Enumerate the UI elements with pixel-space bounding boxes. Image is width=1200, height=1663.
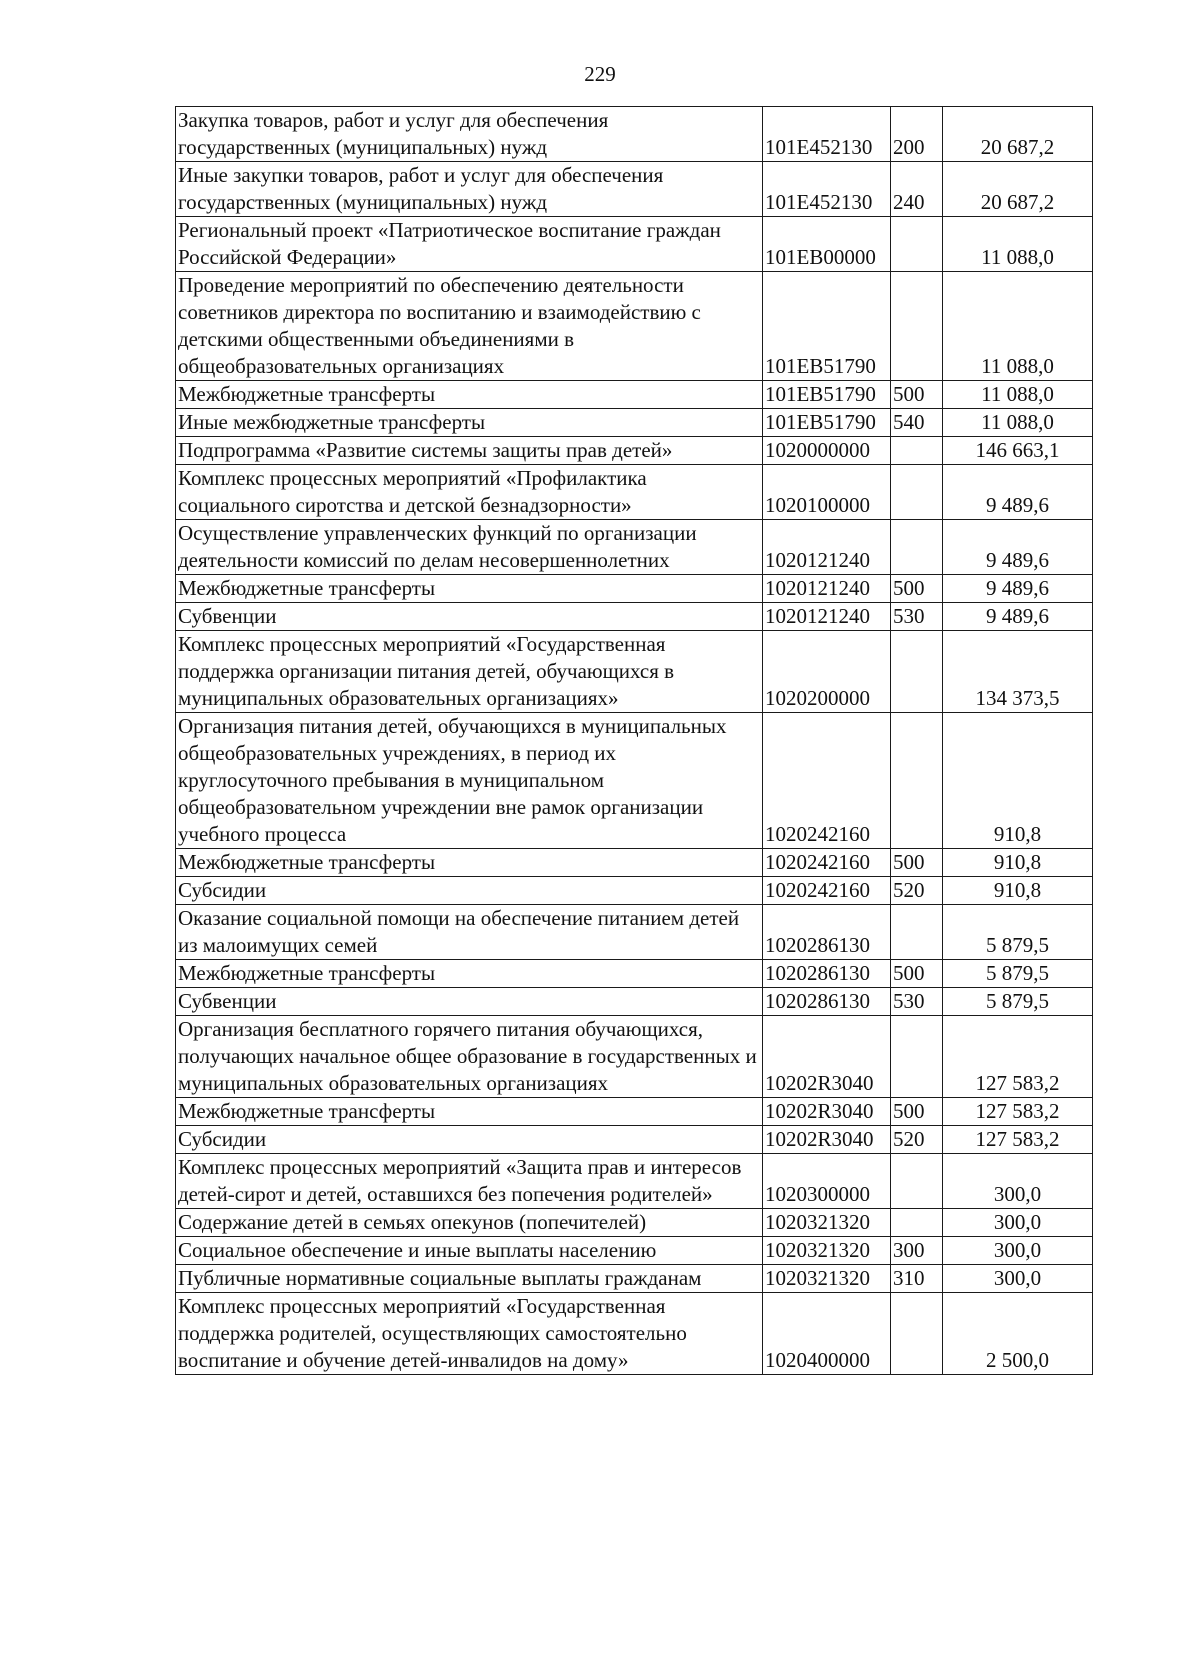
row-type-cell: 530: [891, 603, 943, 631]
row-type-cell: 500: [891, 575, 943, 603]
row-name-cell: Иные закупки товаров, работ и услуг для обеспечения государственных (муниципальных) нужд: [176, 162, 763, 217]
table-row: [176, 1126, 1093, 1154]
row-code-cell: 1020286130: [763, 905, 891, 960]
row-code-cell: 101E452130: [763, 107, 891, 162]
row-name-cell: Субсидии: [176, 877, 763, 905]
row-type-cell: [891, 217, 943, 272]
row-name-cell: Проведение мероприятий по обеспечению деятельности советников директора по воспитанию и взаимодействию с детскими общественными объединениями в общеобразовательных организациях: [176, 272, 763, 381]
row-name-cell: Осуществление управленческих функций по организации деятельности комиссий по делам несовершеннолетних: [176, 520, 763, 575]
row-code-cell: 1020000000: [763, 437, 891, 465]
table-row: [176, 409, 1093, 437]
table-row: [176, 849, 1093, 877]
row-type-cell: [891, 1209, 943, 1237]
row-type-cell: 520: [891, 877, 943, 905]
row-name-cell: Комплекс процессных мероприятий «Защита прав и интересов детей-сирот и детей, оставшихся без попечения родителей»: [176, 1154, 763, 1209]
row-name-cell: Комплекс процессных мероприятий «Государственная поддержка родителей, осуществляющих самостоятельно воспитание и обучение детей-инвалидов на дому»: [176, 1293, 763, 1375]
row-name-cell: Подпрограмма «Развитие системы защиты прав детей»: [176, 437, 763, 465]
row-code-cell: 1020321320: [763, 1237, 891, 1265]
row-type-cell: [891, 713, 943, 849]
row-code-cell: 1020321320: [763, 1265, 891, 1293]
table-row: [176, 1293, 1093, 1375]
row-code-cell: 101EB51790: [763, 409, 891, 437]
table-row: [176, 272, 1093, 381]
table-row: [176, 713, 1093, 849]
row-sum-cell: 300,0: [943, 1154, 1093, 1209]
row-code-cell: 1020242160: [763, 877, 891, 905]
row-code-cell: 101EB51790: [763, 272, 891, 381]
table-row: [176, 381, 1093, 409]
table-row: [176, 1265, 1093, 1293]
row-sum-cell: 910,8: [943, 713, 1093, 849]
row-sum-cell: 2 500,0: [943, 1293, 1093, 1375]
row-sum-cell: 9 489,6: [943, 520, 1093, 575]
row-type-cell: [891, 1293, 943, 1375]
row-name-cell: Субвенции: [176, 603, 763, 631]
row-sum-cell: 5 879,5: [943, 988, 1093, 1016]
row-sum-cell: 20 687,2: [943, 162, 1093, 217]
table-row: [176, 107, 1093, 162]
row-name-cell: Субсидии: [176, 1126, 763, 1154]
row-type-cell: 200: [891, 107, 943, 162]
table-row: [176, 905, 1093, 960]
table-row: [176, 520, 1093, 575]
row-type-cell: 520: [891, 1126, 943, 1154]
row-name-cell: Иные межбюджетные трансферты: [176, 409, 763, 437]
row-code-cell: 1020400000: [763, 1293, 891, 1375]
row-code-cell: 1020121240: [763, 603, 891, 631]
row-type-cell: 500: [891, 381, 943, 409]
row-sum-cell: 300,0: [943, 1237, 1093, 1265]
table-row: [176, 631, 1093, 713]
row-type-cell: 500: [891, 1098, 943, 1126]
table-row: [176, 575, 1093, 603]
row-name-cell: Закупка товаров, работ и услуг для обеспечения государственных (муниципальных) нужд: [176, 107, 763, 162]
row-type-cell: [891, 272, 943, 381]
row-sum-cell: 5 879,5: [943, 960, 1093, 988]
row-sum-cell: 300,0: [943, 1265, 1093, 1293]
row-sum-cell: 9 489,6: [943, 603, 1093, 631]
row-code-cell: 1020242160: [763, 713, 891, 849]
row-name-cell: Комплекс процессных мероприятий «Профилактика социального сиротства и детской безнадзорности»: [176, 465, 763, 520]
row-sum-cell: 20 687,2: [943, 107, 1093, 162]
row-sum-cell: 11 088,0: [943, 217, 1093, 272]
row-sum-cell: 11 088,0: [943, 409, 1093, 437]
row-type-cell: 540: [891, 409, 943, 437]
table-row: [176, 437, 1093, 465]
row-type-cell: 530: [891, 988, 943, 1016]
row-name-cell: Межбюджетные трансферты: [176, 575, 763, 603]
row-sum-cell: 127 583,2: [943, 1016, 1093, 1098]
row-name-cell: Региональный проект «Патриотическое воспитание граждан Российской Федерации»: [176, 217, 763, 272]
row-code-cell: 101E452130: [763, 162, 891, 217]
budget-table: [175, 106, 1093, 1375]
row-sum-cell: 11 088,0: [943, 272, 1093, 381]
table-row: [176, 465, 1093, 520]
row-sum-cell: 910,8: [943, 877, 1093, 905]
row-type-cell: 500: [891, 849, 943, 877]
row-sum-cell: 9 489,6: [943, 575, 1093, 603]
row-type-cell: [891, 1016, 943, 1098]
row-name-cell: Оказание социальной помощи на обеспечение питанием детей из малоимущих семей: [176, 905, 763, 960]
row-name-cell: Межбюджетные трансферты: [176, 960, 763, 988]
row-name-cell: Содержание детей в семьях опекунов (попечителей): [176, 1209, 763, 1237]
row-code-cell: 101EB00000: [763, 217, 891, 272]
row-name-cell: Социальное обеспечение и иные выплаты населению: [176, 1237, 763, 1265]
row-name-cell: Межбюджетные трансферты: [176, 849, 763, 877]
table-row: [176, 1237, 1093, 1265]
row-sum-cell: 127 583,2: [943, 1126, 1093, 1154]
row-sum-cell: 300,0: [943, 1209, 1093, 1237]
table-row: [176, 960, 1093, 988]
row-name-cell: Межбюджетные трансферты: [176, 1098, 763, 1126]
row-code-cell: 1020121240: [763, 575, 891, 603]
table-row: [176, 162, 1093, 217]
row-name-cell: Субвенции: [176, 988, 763, 1016]
table-row: [176, 1098, 1093, 1126]
table-row: [176, 217, 1093, 272]
row-code-cell: 1020121240: [763, 520, 891, 575]
row-code-cell: 10202R3040: [763, 1016, 891, 1098]
row-name-cell: Организация питания детей, обучающихся в муниципальных общеобразовательных учреждениях, в период их круглосуточного пребывания в муниципальном общеобразовательном учреждении вне рамок организации учебного процесса: [176, 713, 763, 849]
row-name-cell: Публичные нормативные социальные выплаты гражданам: [176, 1265, 763, 1293]
row-type-cell: 500: [891, 960, 943, 988]
row-type-cell: [891, 437, 943, 465]
row-sum-cell: 11 088,0: [943, 381, 1093, 409]
budget-table-body: [176, 107, 1093, 1375]
row-name-cell: Межбюджетные трансферты: [176, 381, 763, 409]
row-type-cell: [891, 905, 943, 960]
table-row: [176, 1209, 1093, 1237]
row-type-cell: [891, 465, 943, 520]
row-sum-cell: 910,8: [943, 849, 1093, 877]
row-code-cell: 1020286130: [763, 988, 891, 1016]
row-code-cell: 10202R3040: [763, 1126, 891, 1154]
table-row: [176, 603, 1093, 631]
row-sum-cell: 127 583,2: [943, 1098, 1093, 1126]
row-type-cell: [891, 1154, 943, 1209]
row-type-cell: [891, 520, 943, 575]
table-row: [176, 988, 1093, 1016]
row-type-cell: 300: [891, 1237, 943, 1265]
row-name-cell: Организация бесплатного горячего питания обучающихся, получающих начальное общее образование в государственных и муниципальных образовательных организациях: [176, 1016, 763, 1098]
row-code-cell: 101EB51790: [763, 381, 891, 409]
row-name-cell: Комплекс процессных мероприятий «Государственная поддержка организации питания детей, обучающихся в муниципальных образовательных организациях»: [176, 631, 763, 713]
row-type-cell: 310: [891, 1265, 943, 1293]
row-type-cell: 240: [891, 162, 943, 217]
row-code-cell: 1020242160: [763, 849, 891, 877]
row-code-cell: 1020300000: [763, 1154, 891, 1209]
row-code-cell: 1020200000: [763, 631, 891, 713]
row-sum-cell: 134 373,5: [943, 631, 1093, 713]
row-sum-cell: 5 879,5: [943, 905, 1093, 960]
row-code-cell: 1020286130: [763, 960, 891, 988]
row-type-cell: [891, 631, 943, 713]
row-sum-cell: 9 489,6: [943, 465, 1093, 520]
table-row: [176, 877, 1093, 905]
page-number: 229: [584, 62, 616, 86]
row-code-cell: 1020100000: [763, 465, 891, 520]
table-row: [176, 1154, 1093, 1209]
row-sum-cell: 146 663,1: [943, 437, 1093, 465]
table-row: [176, 1016, 1093, 1098]
row-code-cell: 10202R3040: [763, 1098, 891, 1126]
row-code-cell: 1020321320: [763, 1209, 891, 1237]
